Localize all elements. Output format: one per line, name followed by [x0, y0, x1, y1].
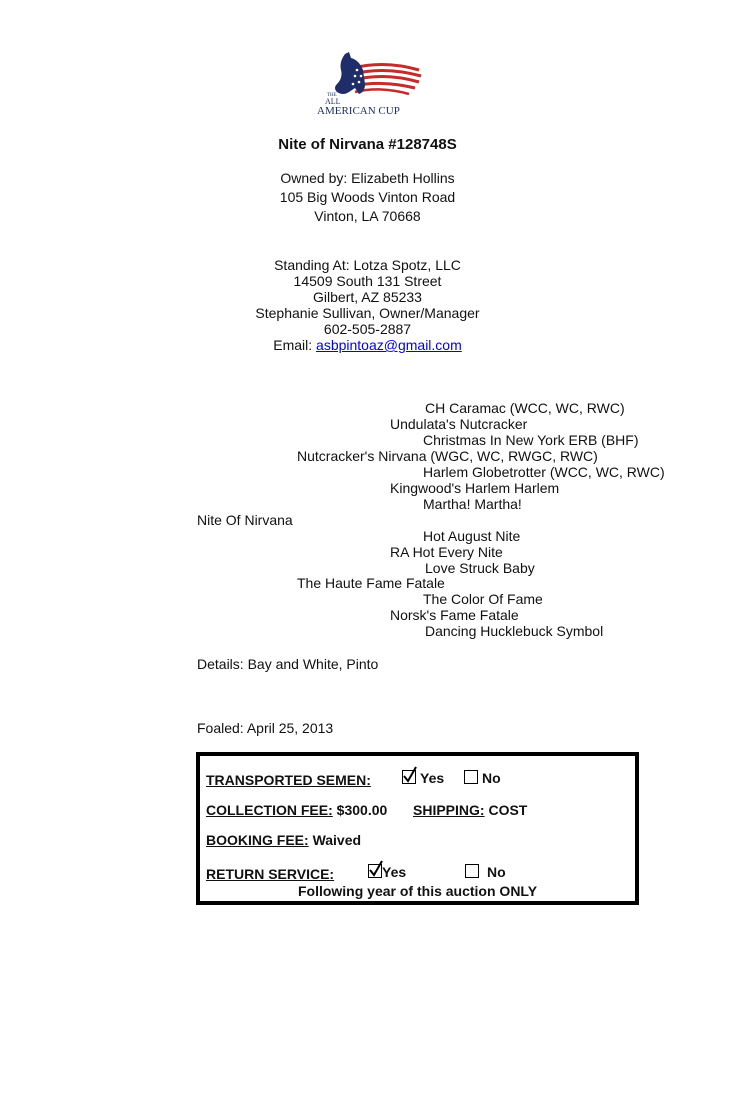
return-service-note: Following year of this auction ONLY — [297, 883, 538, 899]
email-line — [0, 337, 735, 353]
logo-line1: THE — [327, 93, 337, 98]
pedigree-dam-sire-sire: Hot August Nite — [423, 528, 521, 544]
logo-line2: ALL — [325, 97, 341, 106]
standing-line3: Gilbert, AZ 85233 — [313, 289, 422, 305]
owner-line1: Owned by: Elizabeth Hollins — [280, 170, 455, 186]
pedigree-sire-dam: Kingwood's Harlem Harlem — [390, 480, 560, 496]
horse-head-icon — [335, 52, 365, 94]
standing-line2: 14509 South 131 Street — [293, 273, 442, 289]
return-service-row — [206, 866, 334, 882]
all-american-cup-logo — [315, 48, 425, 116]
transported-semen-row — [206, 772, 371, 788]
pedigree-sire-sire: Undulata's Nutcracker — [390, 416, 528, 432]
email-link[interactable]: asbpintoaz@gmail.com — [316, 337, 462, 353]
return-no-option[interactable] — [465, 864, 506, 880]
pedigree-sire-dam-dam: Martha! Martha! — [423, 496, 522, 512]
collection-fee-label: COLLECTION FEE: — [206, 802, 333, 818]
transported-no-checkbox[interactable] — [464, 770, 478, 784]
checkmark-icon — [368, 860, 384, 878]
pedigree-sire: Nutcracker's Nirvana (WGC, WC, RWGC, RWC) — [297, 448, 598, 464]
transported-yes-label: Yes — [420, 770, 445, 786]
standing-line4: Stephanie Sullivan, Owner/Manager — [255, 305, 480, 321]
owner-line2: 105 Big Woods Vinton Road — [279, 189, 456, 205]
return-no-checkbox[interactable] — [465, 864, 479, 878]
pedigree-sire-sire-sire: CH Caramac (WCC, WC, RWC) — [425, 400, 625, 416]
transported-yes-checkbox[interactable] — [402, 770, 416, 784]
pedigree-dam-dam-dam: Dancing Hucklebuck Symbol — [425, 623, 604, 639]
return-yes-checkbox[interactable] — [368, 864, 382, 878]
breeding-terms-box — [196, 752, 639, 905]
pedigree-sire-dam-sire: Harlem Globetrotter (WCC, WC, RWC) — [423, 464, 665, 480]
standing-line1: Standing At: Lotza Spotz, LLC — [274, 257, 461, 273]
booking-fee-row — [206, 832, 361, 848]
booking-fee-label: BOOKING FEE: — [206, 832, 309, 848]
collection-fee-value: $300.00 — [336, 802, 388, 818]
pedigree-dam: The Haute Fame Fatale — [297, 575, 445, 591]
return-no-label: No — [487, 864, 506, 880]
shipping-row — [413, 802, 527, 818]
return-yes-option[interactable] — [368, 864, 406, 880]
pedigree-dam-dam-sire: The Color Of Fame — [423, 591, 543, 607]
booking-fee-value: Waived — [312, 832, 362, 848]
logo-line3: AMERICAN CUP — [317, 105, 400, 116]
pedigree-dam-sire: RA Hot Every Nite — [390, 544, 503, 560]
shipping-label: SHIPPING: — [413, 802, 485, 818]
pedigree-horse: Nite Of Nirvana — [197, 512, 293, 528]
pedigree-dam-sire-dam: Love Struck Baby — [425, 560, 535, 576]
foaled-line: Foaled: April 25, 2013 — [197, 720, 334, 736]
horse-title: Nite of Nirvana #128748S — [278, 136, 457, 153]
pedigree-dam-dam: Norsk's Fame Fatale — [390, 607, 519, 623]
transported-semen-label: TRANSPORTED SEMEN: — [206, 772, 371, 788]
return-yes-label: Yes — [382, 864, 407, 880]
transported-yes-option[interactable] — [402, 770, 444, 786]
return-service-label: RETURN SERVICE: — [206, 866, 335, 882]
shipping-value: COST — [488, 802, 528, 818]
transported-no-label: No — [482, 770, 501, 786]
owner-line3: Vinton, LA 70668 — [314, 208, 421, 224]
email-label: Email: — [273, 337, 317, 353]
collection-fee-row — [206, 802, 387, 818]
transported-no-option[interactable] — [464, 770, 501, 786]
checkmark-icon — [402, 766, 418, 784]
details-line: Details: Bay and White, Pinto — [197, 656, 379, 672]
pedigree-sire-sire-dam: Christmas In New York ERB (BHF) — [423, 432, 639, 448]
standing-line5: 602-505-2887 — [323, 321, 412, 337]
